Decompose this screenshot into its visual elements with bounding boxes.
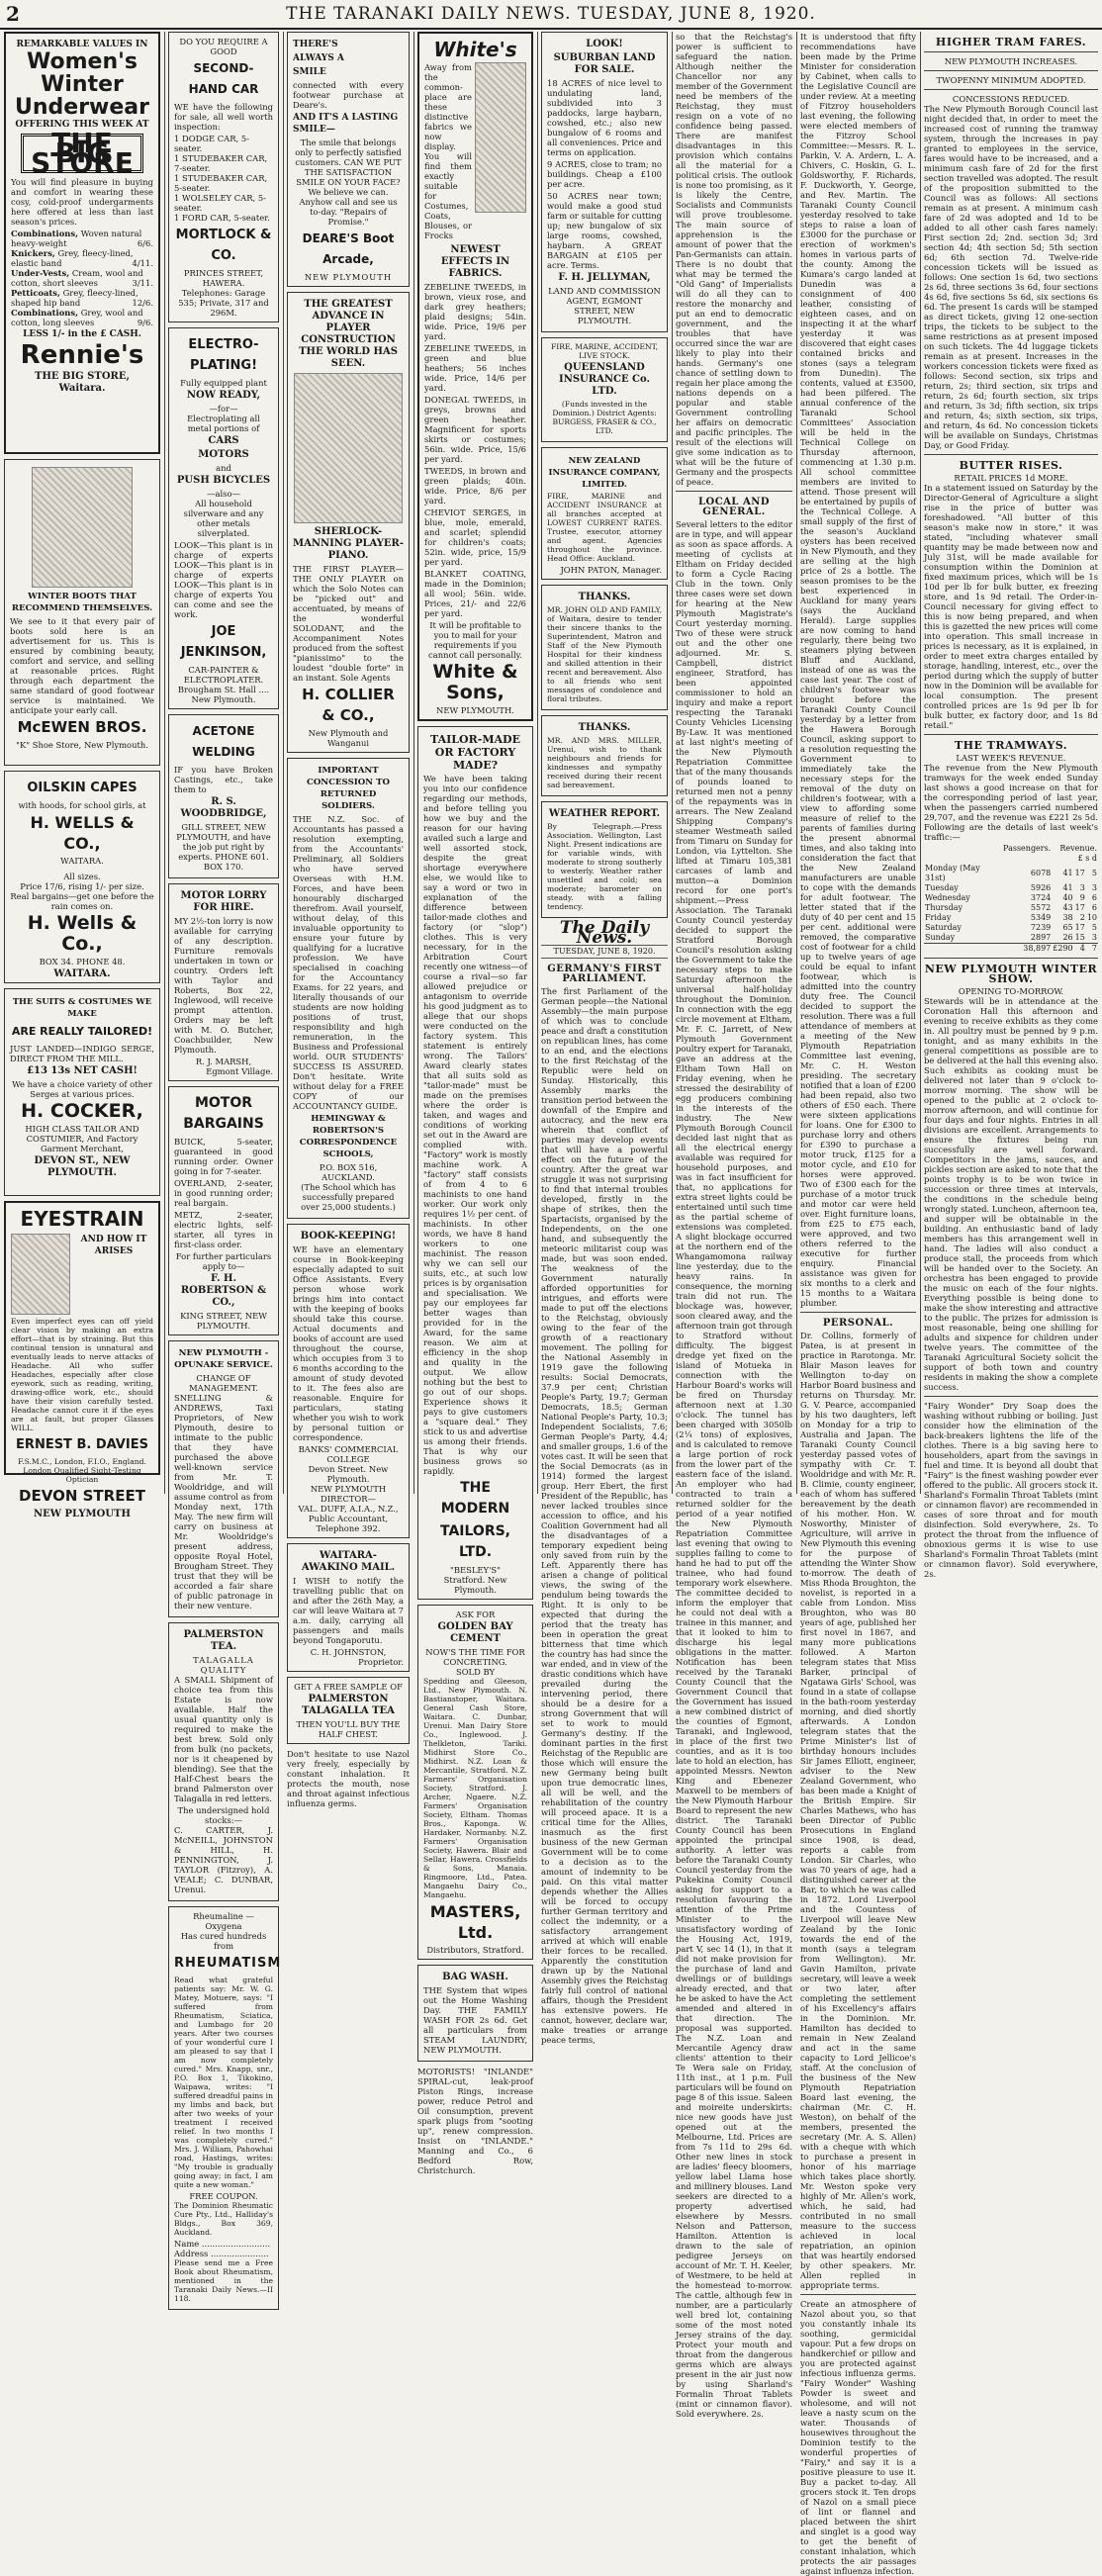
fabric-item: CHEVIOT SERGES, in blue, mole, emerald, and scarlet; splendid for children's coats; 52in. wide, price, 15/9 per yard. [424,507,526,567]
advertiser-quals: F.S.M.C., London, F.I.O., England. London Qualified Sight-Testing Optician [18,1457,146,1484]
ad-body: THE N.Z. Soc. of Accountants has passed a resolution exempting, from the Accountants' Preliminary, all Soldiers who have served Overseas with H.M. Forces, and have been honourably discharged therefrom. Avail yourself, without delay, of this invaluable opportunity to ensure your future by qualifying for a lucrative profession. We have specialised in coaching for the Accountancy Exams. for 22 years, and literally thousands of our students are now holding positions of trust, responsibility and high remuneration, in the Business and Professional world. OUR STUDENTS' SUCCESS IS ASSURED. Don't hesitate. Write without delay for a FREE COPY of our ACCOUNTANCY GUIDE. [293,814,404,1111]
advertiser-address: KING STREET, NEW PLYMOUTH. [180,1311,267,1331]
article-headline: GERMANY'S FIRST PARLIAMENT. [547,964,662,984]
article-body: Stewards will be in attendance at the Coronation Hall this afternoon and evening to receive exhibits as they come in. All poultry must be penned by 9 p.m. tonight, and as many exhibits in the general competitions as possible are to be delivered at the hall this evening also. Such exhibits as cooking must be delivered not later than 9 o'clock to-morrow morning. The show will be opened to the public at 2 o'clock to-morrow afternoon, and will continue for four days and four nights. Entries in all divisions are excellent. Arrangements to ensure the fixtures being run successfully are well forward. Competitors in the jams, sauces, and pickles section are asked to note that the points trophy is to be won twice in succession or three times at intervals, the conditions in the schedule being wrongly stated. Luncheon, afternoon tea, and supper will be obtainable in the building. An enthusiastic band of lady members has this arrangement well in hand. The ladies will also conduct a produce stall, the proceeds from which will be handed over to the Society. An orchestra has been engaged to provide the music on each of the four nights. Everything possible is being done to make the show interesting and attractive to the public. The prizes for admission is most reasonable, being one shilling for adults and sixpence for children under twelve years. The committee of the Taranaki Agricultural Society solicit the support of both town and country residents in making the show a complete success. [924,996,1098,1392]
ad-headline: NEWEST EFFECTS IN FABRICS. [440,244,510,279]
ad-price: £13 13s NET CASH! [27,1065,138,1076]
ad-headline: ACETONE WELDING [192,724,255,759]
price-item: Under-Vests, Cream, wool and cotton, short sleeves 3/11. [11,268,153,288]
advertiser-name: ERNEST B. DAVIES [16,1437,148,1452]
ad-intro: DO YOU REQUIRE A GOOD [179,37,268,56]
advertiser-name: NEW ZEALAND INSURANCE COMPANY, LIMITED. [548,455,661,489]
davies-optician-ad [4,1201,160,1519]
ad-headline: WAITARA-AWAKINO MAIL. [301,1550,396,1573]
ad-body: SNELLING & ANDREWS, Taxi Proprietors, of New Plymouth, desire to intimate to the public that they have purchased the above well-known service from Mr. T. Wooldridge, and will assume control as from Monday next, 17th May. The new firm will carry on business at Mr. Wooldridge's present address, opposite Royal Hotel, Brougham Street. They trust that they will be accorded a fair share of public patronage in their new venture. [174,1393,273,1610]
ad-body: WE have an elementary course in Book-keeping especially adapted to suit Office Assistants. Every person whose work brings him into contact with the keeping of books should take this course. Actual documents and books of account are used throughout the course, which occupies from 3 to 6 months according to the amount of study devoted to it. The fees also are reasonable. Enquire for particulars, stating whether you wish to work by personal tuition or correspondence. [293,1244,404,1442]
advertiser-name: BANKS' COMMERCIAL COLLEGE [298,1444,399,1464]
ad-headline: IMPORTANT CONCESSION TO RETURNED SOLDIERS. [306,766,391,811]
ad-headline: AND IT'S A LASTING SMILE— [293,113,399,135]
advertiser-role: Proprietor. [358,1657,404,1667]
ad-body: We have been taking you into our confidence regarding our methods, and before telling you how we buy and the reason for our having availed such a large and well assorted stock, despite the great shortage everywhere else, we would like to say a word or two in explanation of the difference between tailor-made clothes and factory (or "slop") clothes. This is very necessary, for in the Arbitration Court recently one witness—of course a rival—so far allowed prejudice or antagonism to override his good judgment as to allege that our shops were conducted on the factory system. This statement is entirely wrong. The Tailors' Award clearly states that all suits sold as "tailor-made" must be made on the premises where the order is taken, and wages and conditions of working set out in the Award are complied with. "Factory" work is mostly machine work. A "factory" staff consists of from 4 to 6 machinists to one hand worker. Our work only requires 1½ per cent. of machinists. In other words, we have 8 hand workers to one machinist. The reason why we can sell our suits, etc., at such low prices is by organisation and specialisation. We pay our employees far better wages than provided for in the Award, for the same reason. We aim at efficiency in the shop and quality in the output. We allow nothing but the best to go out of our shops. Experience shows it pays to give customers a "square deal." They stick to us and advertise us among their friends. That is why our business grows so rapidly. [423,774,527,1476]
land-item: 50 ACRES near town; would make a good stud farm or suitable for cutting up; new bungalow of six large rooms, cowshed, haybarn. A GREAT BARGAIN at £105 per acre. Terms. [547,191,662,270]
table-row: Saturday 7239 65 17 5 [925,923,1097,932]
article-body: In a statement issued on Saturday by the Director-General of Agriculture a slight rise in the price of butter was foreshadowed. "All butter of this season's make now in store," it was stated, "including whatever small quantity may be made between now and July 31st, will be made available for consumption within the Dominion at fixed maximum prices, which will be 1s 10d per lb for bulk butter, ex freezing store, and 1s 9d retail. The Order-in-Council necessary for giving effect to this is now being prepared, and when this is gazetted the new prices will come into operation. This small increase in prices is necessary, as it is explained, in order to meet extra charges entailed by storage, handling, interest, etc., over the period during which the supply of butter now in the Dominion will be available for local consumption. The present controlled prices are 1s 9d per lb for bulk butter, ex factory door, and 1s 8d retail." [924,483,1098,730]
ad-body: connected with every footwear purchase at Deare's. [293,80,404,110]
column-header: Passengers. [1003,844,1052,853]
advertiser-name: H. Wells & Co., [27,912,138,955]
ad-line: Public Accountant, Telephone 392. [308,1514,389,1533]
ad-offering: OFFERING THIS WEEK AT [15,120,149,130]
lorry-hire-ad [168,883,279,1081]
news-body: Create an atmosphere of Nazol about you, so that you constantly inhale its soothing, germicidal vapour. Put a few drops on handkerchief or pillow and you are protected against infectious influenza germs. "Fairy Wonder" Washing Powder is sweet and wholesome, and will not leave a nasty scum on the water. Thousands of housewives throughout the Dominion testify to the wonderful properties of "Fairy," and say it is a positive pleasure to use it. Buy a packet to-day. All grocers stock it. Ten drops of Nazol on a small piece of lint or flannel and placed between the shirt and singlet is a good way to get the benefit of constant inhalation, which protects the air passages against influenza infection. [800,2299,916,2576]
section-headline: LOCAL AND GENERAL. [697,497,771,517]
article-subhead: OPENING TO-MORROW. [958,986,1064,996]
ad-headline: ALWAYS A [293,53,344,63]
ad-sub: NOW'S THE TIME FOR CONCRETING. [425,1647,525,1667]
advertiser-name: DEARE'S Boot Arcade, [302,231,395,266]
advertiser-town: NEW PLYMOUTH. [436,705,514,715]
advertiser-address: Devon Street. New Plymouth. [308,1464,389,1484]
advertiser-name: F. H. ROBERTSON & CO., [180,1273,267,1308]
golden-bay-cement-ad [417,1605,533,1960]
column-rule [413,32,414,1494]
ad-body: THE System that wipes out the Home Washing Day. THE FAMILY WASH FOR 2s 6d. Get all particulars from STEAM LAUNDRY, NEW PLYMOUTH. [423,1985,527,2055]
article-headline: NEW PLYMOUTH WINTER SHOW. [924,963,1098,985]
ad-intro: Rheumaline — Oxygena [193,1911,254,1931]
ad-headline: RHEUMATISM [174,1956,282,1971]
ad-line: PALMERSTON TALAGALLA TEA [302,1694,395,1716]
article-headline: BUTTER RISES. [959,459,1063,472]
ad-body: You will find pleasure in buying and comfort in wearing these cosy, cold-proof undergarments here offered at less than last season's prices. [11,177,153,227]
advertiser-role: Distributors, Stratford. [426,1945,524,1955]
collier-piano-ad [287,292,410,753]
notice-body: By Telegraph.—Press Association. Wellington, Last Night. Present indications are for variable winds, with moderate to strong southerly to westerly. Weather rather unsettled and cold; sea moderate; barometer on steady. with a falling tendency. [547,822,662,911]
advertiser-name: THE MODERN [440,1480,510,1517]
column-rule [283,32,284,1494]
bookkeeping-ad [287,1224,410,1538]
ad-line: NEW PLYMOUTH DIRECTOR— [310,1484,387,1504]
article-subhead: TWOPENNY MINIMUM ADOPTED. [936,75,1086,85]
advertiser-name: McEWEN BROS. [17,718,147,736]
table-row: Friday 5349 38 2 10 [925,913,1097,922]
column-rule [796,32,797,1494]
advertiser-name: "BESLEY'S" [450,1565,501,1575]
article-body: The New Plymouth Borough Council last night decided that, in order to meet the increased cost of running the tramway system, through the increases in pay granted to employees in the service, fares would have to be increased, and a minimum cash fare of 2d for the first section travelled was adopted. The result of the proposition submitted to the Council was as follows: All sections remain as at present. A minimum cash fare of 2d was adopted and 1d to be added to all other cash fares namely: First section 2d; 2nd. section 3d; 3rd section 4d; 4th section 5d; 5th section 6d; 6th section 7d. Twelve-ride concession tickets will be issued as follows: One section 1s 6d, two sections 2s 6d, three sections 3s 6d, four sections 4s 6d, five sections 5s 6d, six sections 6s 6d. The present 1s cards will be stamped as direct tickets, giving 12 one-section trips, the tickets to be subject to the same restrictions as at present imposed on such tickets. The 4d luggage tickets remain as at present. Increases in the workers concession tickets were fixed as follows: Second section, six trips and return, 2s; third section, six trips and return, 2s 6d; fourth section, six trips and return, 3s 3d; fifth section, six trips and return, 4s; sixth section, six trips, and return, 4s 6d. No concession tickets will be available on Sundays, Christmas Day, or Good Friday. [924,104,1098,450]
coupon-address: The Dominion Rheumatic Cure Pty., Ltd., Halliday's Bldgs., Box 369, Auckland. [174,2201,273,2237]
advertiser-name: White & Sons, [432,661,518,703]
price-item: Knickers, Grey, fleecy-lined, elastic band 4/11. [11,248,153,268]
ad-sub: AND HOW IT ARISES [80,1235,147,1256]
column-8 [924,32,1098,1579]
big-store-logo: THE BIG STORE [21,134,143,173]
advertiser-trade: LAND AND COMMISSION AGENT, EGMONT STREET, NEW PLYMOUTH. [548,286,661,325]
ad-line: —for— [209,404,238,414]
big-store-ad [4,32,160,454]
column-rule [920,32,921,1494]
ad-item: CARS [208,435,239,446]
ad-headline: MOTOR LORRY FOR HIRE. [180,890,267,913]
woman-illustration [475,62,526,213]
notice-headline: WEATHER REPORT. [548,808,661,819]
column-rule [672,32,673,1494]
piano-illustration [294,373,403,523]
jenkinson-plating-ad [168,327,279,709]
advertiser-address: Stratford. New Plymouth. [443,1575,507,1595]
column-1 [4,32,160,1519]
ad-line: —also— [207,489,240,499]
advertiser-name: QUEENSLAND INSURANCE Co. LTD. [559,362,650,397]
car-item: 1 DODGE CAR, 5-seater. [174,134,249,153]
ad-headline: LOOK! [586,39,623,49]
brand-logo: White's [433,38,517,61]
tea-sample-ad [287,1677,410,1744]
ad-note: (The School which has successfully prepared over 25,000 students.) [301,1182,396,1212]
nz-insurance-ad [541,447,668,580]
bargain-item: OVERLAND, 2-seater, in good running order; real bargain. [174,1178,273,1208]
ad-body: WE have the following for sale, all well worth inspection: [174,102,273,132]
ad-headline: OILSKIN CAPES [27,781,138,795]
ad-headline: EYESTRAIN [20,1207,144,1231]
ad-intro: ASK FOR [455,1610,496,1619]
notice-body: MR. JOHN OLD AND FAMILY, of Waitara, desire to tender their sincere thanks to the Superintendent, Matron and Staff of the New Plymouth Hospital for their kindness and skilled attention in their recent and bereavement. Also to all friends who sent messages of condolence and floral tributes. [547,605,662,703]
advertiser-trade: HIGH CLASS TAILOR AND COSTUMIER, And Factory Garment Merchant, [25,1124,139,1153]
advertiser-address: GILL STREET, NEW PLYMOUTH, and have the job put right by experts. PHONE 601. BOX 170. [176,822,271,872]
ad-body: THE FIRST PLAYER—THE ONLY PLAYER on which the Solo Notes can be "picked out" and accentuated, by means of the wonderful SOLODANT, and the Accompaniment Notes produced from the softest "pianissimo" to the loudest "double forte" in an instant. Sole Agents [293,564,404,683]
besleys-tailors-ad [417,726,533,1600]
advertiser-name: MORTLOCK & CO. [175,228,272,263]
notice-headline: THANKS. [578,722,631,733]
editorial-masthead: The Daily News. [559,918,650,948]
agents-list: Spedding and Gleeson, Ltd., New Plymouth. N. Bastianstoper, Waitara. General Cash Store, Waitara. C. Dunbar, Urenui. Man Dairy Store Co., Inglewood. J. Thelkleton, Tariki. Midhirst Store Co., Midhirst. N.Z. Loan & Mercantile, Stratford. N.Z. Farmers' Organisation Society, Stratford. J. Archer, Ngaere. N.Z. Farmers' Organisation Society, Eltham. Thomas Bros., Kaponga. W. Hardaker, Normanby. N.Z. Farmers' Organisation Society, Hawera. Blair and Sellar, Hawera. Crossfields & Sons, Manaia. Ringmoore, Ltd., Patea. Mangaehu Dairy Co., Mangaehu. [423,1677,527,1899]
ad-headline: ELECTRO-PLATING! [188,337,259,373]
ad-line: All household silverware and any other metals silverplated. [183,499,264,538]
motor-bargains-ad [168,1086,279,1335]
price-item: Combinations, Grey, wool and cotton, long sleeves 9/6. [11,308,153,327]
ad-body: A SMALL Shipment of choice tea from this Estate is now available. Half the usual quantity only is required to make the best brew. Sold only from bulk (no packets, nor is it cheapened by blending). See that the Half-Chest bears the brand Palmerston over Talagalla in red letters. [174,1675,273,1803]
ad-line: Fully equipped plant [180,378,267,388]
fabric-item: BLANKET COATING, made in the Dominion; all wool; 56in. wide. Prices, 21/- and 22/6 per yard. [424,569,526,618]
stockists: C. CARTER, J. McNEILL, JOHNSTON & HILL, H. PENNINGTON, J. TAYLOR (Fitzroy), A. VEALE; C. DUNBAR, Urenui. [174,1825,273,1894]
advertiser-name: C. H. JOHNSTON, [310,1647,387,1657]
hemingway-schools-ad [287,758,410,1219]
rheumatism-ad [168,1906,282,2310]
coupon-name-field: Name .......................... [174,2239,271,2249]
advertiser-town: WAITARA. [53,968,111,979]
ad-sub: SOLD BY [455,1667,496,1677]
ad-line: VAL. DUFF, A.I.A., N.Z., [298,1504,399,1514]
thanks-notice [541,715,668,796]
eye-illustration [11,1234,70,1315]
land-item: 18 ACRES of nice level to undulating land, subdivided into 3 paddocks, large haybarn, cowshed, etc.; also new bungalow of 6 rooms and all conveniences. Price and terms on application. [547,78,662,157]
boot-illustration [32,467,133,588]
ad-body: LOOK—This plant is in charge of experts LOOK—This plant is in charge of experts LOOK—This plant is in charge of experts You can come and see the work. [174,540,273,619]
ad-line: NOW READY, [186,390,261,401]
weather-report [541,801,668,918]
column-header: Revenue. [1059,844,1097,853]
ad-headline: THE SUITS & COSTUMES WE MAKE [12,996,152,1018]
article-body: "Fairy Wonder" Dry Soap does the washing without rubbing or boiling. Just consider how the elimination of the back-breakers lightens the life of the clothes. There is a big saving here to householders, apart from the savings in fuel and time. It is beyond all doubt that "Fairy" is the finest washing powder ever offered to the public. All grocers stock it. Sharland's Formalin Throat Tablets (mint or cinnamon flavor) are recommended in cases of sore throat and for mouth disinfection. Sold everywhere, 2s. To protect the throat from the influence of obnoxious germs it is wise to use Sharland's Formalin Throat Tablets (mint or cinnamon flavor). Sold everywhere, 2s. [924,1401,1098,1579]
ad-body: Away from the common-place are these distinctive fabrics we now display. You will find them exactly suitable for Costumes, Coats, Blouses, or Frocks [424,62,472,240]
masthead [0,0,1102,30]
land-item: 9 ACRES, close to tram; no buildings. Cheap a £100 per acre. [547,159,662,189]
price-item: Petticoats, Grey, fleecy-lined, shaped hip band 12/6. [11,288,153,308]
column-3 [287,32,410,1808]
ad-body: JUST LANDED—INDIGO SERGE, DIRECT FROM THE MILL. [10,1044,154,1063]
ad-prices: Price 17/6, rising 1/- per size. Real bargains—get one before the rain comes on. [10,881,154,911]
ad-headline: Underwear [15,95,149,120]
ad-line: GET A FREE SAMPLE OF [294,1682,403,1692]
article-body: so that the Reichstag's power is sufficient to safeguard the nation. Although neither the Chancellor nor any member of the Government need be members of the Reichstag, they must resign on a vote of no confidence being passed. There are manifest disadvantages in this provision which contains all the material for a political crisis. The outlook is none too promising, as it is likely the Centre, Socialists and Communists will prove troublesome. The main source of apprehension is the amount of power that the Pan-Germanists can attain. There is no doubt that what may be termed the "Old Gang" of Imperialists will do all they can to restore the monarchy and put an end to democratic government, and the troubles that have occurred since the war are likely to play into their hands. Germany's one chance of settling down to regain her place among the nations depends on a popular and stable Government controlling her affairs on democratic and pacific principles. The result of the elections will give some indication as to what will be the future of Germany and the prospects of peace. [676,32,792,487]
advertiser-manager: JOHN PATON, Manager. [560,565,662,575]
discount-note: LESS 1/- in the £ CASH. [23,329,141,339]
article-subhead: CONCESSIONS REDUCED. [952,94,1070,104]
article-subhead: NEW PLYMOUTH INCREASES. [944,56,1078,66]
advertiser-address: DEVON STREET [19,1487,145,1505]
ad-sub: CHANGE OF MANAGEMENT. [189,1373,258,1393]
table-row: Tuesday 5926 41 3 3 [925,883,1097,892]
ad-line: The undersigned hold stocks:— [177,1805,270,1825]
ad-headline: SECOND-HAND CAR [188,61,259,96]
ad-headline: THE GREATEST ADVANCE IN PLAYER CONSTRUCTION THE WORLD HAS SEEN. [299,299,398,369]
ad-item: MOTORS [198,449,249,460]
ad-headline: WINTER BOOTS THAT RECOMMEND THEMSELVES. [11,592,153,613]
column-6 [676,32,792,2419]
news-body: Dr. Collins, formerly of Patea, is at present in practice in Rarotonga. Mr. Blair Mason leaves for Wellington to-day on Harbor Board business and returns on Thursday. Mr. G. V. Pearce, accompanied by his two daughters, left on Monday for a trip to Australia and Japan. The Taranaki County Council yesterday passed votes of sympathy with Cr. T. Wooldridge and with Mr. R. B. Climie, county engineer, each of whom has suffered bereavement by the death of his mother. Hon. W. Nosworthy, Minister of Agriculture, will arrive in New Plymouth this evening for the purpose of attending the Winter Show to-morrow. The death of Miss Rhoda Broughton, the novelist, is reported in a cable from London. Miss Broughton, who was 80 years of age, published her first novel in 1867, and many more publications followed. A Marton telegram states that Miss Barker, principal of Ngatawa Girls' School, was found in a state of collapse in the bath-room yesterday morning, and died shortly afterwards. A London telegram states that the Prime Minister's list of birthday honours includes Sir James Elliott, engineer, adviser to the New Zealand Government, who has been made a Knight of the British Empire. Sir Charles Mathews, who has been Director of Public Prosecutions in England since 1908, is dead, reports a cable from London. Sir Charles, who was 70 years of age, had a distinguished career at the Bar, to which he was called in 1872. Lord Liverpool and the Countess of Liverpool will leave New Zealand by the Ionic towards the end of the month (says a telegram from Wellington). Mr. Gavin Hamilton, private secretary, will leave a week or two later, after completing the settlement of his Excellency's affairs in the Dominion. Mr. Hamilton has decided to remain in New Zealand and act in the same capacity to Lord Jellicoe's staff. At the conclusion of the business of the New Plymouth Repatriation Board last evening, the chairman (Mr. C. H. Weston), on behalf of the members, presented the secretary (Mr. A. S. Allen) with a cheque with which to purchase a present in honor of his marriage which takes place shortly. Mr. Weston spoke very highly of Mr. Allen's work, which, he said, had contributed in no small measure to the success achieved in local repatriation, an opinion that was heartily endorsed by other speakers. Mr. Allen replied in appropriate terms. [800,1331,916,2290]
advertiser-trade: CAR-PAINTER & ELECTROPLATER. [183,665,264,685]
advertiser-address: P.O. BOX 516, AUCKLAND. [319,1162,378,1182]
ad-sub: TALAGALLA QUALITY [193,1655,254,1675]
ad-line: For further particulars apply to— [175,1251,272,1271]
ad-line: THEN YOU'LL BUY THE HALF CHEST. [296,1719,401,1739]
table-total-row: 38,897 £290 4 7 [924,944,1098,955]
article-subhead: LAST WEEK'S REVENUE. [956,753,1066,763]
advertiser-name: HEMINGWAY & ROBERTSON'S CORRESPONDENCE SCHOOLS, [299,1114,398,1159]
coupon-title: FREE COUPON. [189,2191,258,2201]
column-4 [417,32,533,2175]
advertiser-town: WAITARA. [60,856,104,866]
article-headline: HIGHER TRAM FARES. [935,36,1087,48]
ad-headline: SMILE [293,67,326,77]
advertiser-name: JOE JENKINSON, [180,624,267,660]
queensland-insurance-ad [541,337,668,442]
news-body: It is understood that fifty recommendations have been made by the Prime Minister for consideration by Cabinet, when calls to the Legislative Council are under review. At a meeting of Fitzroy householders last evening, the following were elected members of the Fitzroy School Committee:—Messrs. R. L. Parkin, V. A. Ardern, L. A. Chivers, C. Hoskin, G. L. Goldsworthy, F. Richards, F. Duckworth, Y. George, and Rev. Martin. The Taranaki County Council yesterday resolved to take steps to raise a loan of £3000 for the purchase or erection of workmen's homes in various parts of the county. Among the Kumara's cargo landed at Dunedin was a consignment of 400 leather, consisting of eighteen cases, and on inspecting it at the wharf yesterday it was discovered that eight cases contained bricks and stones (says a telegram from Dunedin). The contents, valued at £3500, had been pilfered. The annual conference of the Taranaki School Committees' Association will be held in the Technical College on Thursday afternoon, commencing at 1.30 p.m. All school committee members are invited to attend. Those present will be entertained by pupils of the Technical College. A small supply of the first of the season's Auckland oysters has been received in New Plymouth, and they are selling at the high price of 2s a bottle. The season promises to be the best experienced in Auckland for many years (says the Auckland Herald). Large supplies are now coming to hand regularly, there being two steamers plying between Bluff and Auckland, instead of one as was the case last year. The cost of children's footwear was brought before the Taranaki County Council yesterday by a letter from the Hawera Borough Council, asking support to a resolution requesting the Government to immediately take the necessary steps for the removal of the duty on children's footwear, with a view to affording some measure of relief to the parents of families during the present abnormal times, and also taking into consideration the fact that the New Zealand manufacturers are unable to cope with the demands for adult footwear. The letter stated that if the duty of 40 per cent and 15 per cent. additional were removed, the comparative cost of footwear for a child up to twelve years of age could be equal to infant footwear, which is admitted into the country duty free. The Council decided to support the resolution. There was a full attendance of members at a meeting of the New Plymouth Repatriation Committee last evening, Mr. C. H. Weston presiding. The secretary notified that a loan of £200 had been repaid, also two others of £50 each. There were sixteen applications for loans. One for £300 to purchase lorry and others for £390 to purchase a motor truck, £125 for a motor cycle, and £10 for horses were approved. Two of £300 each for the purchase of a motor truck and motor car were held over. Eight furniture loans, from £25 to £75 each, were approved, and two others referred to the executive for further enquiry. Financial assistance was given for six months to a clerk and 15 months to a Waitara plumber. [800,32,916,1308]
table-header [924,854,1098,864]
thanks-notice [541,585,668,710]
column-rule [537,32,538,1494]
ad-headline: ARE REALLY TAILORED! [11,1025,153,1038]
table-header [924,844,1098,854]
column-2 [168,32,282,2303]
column-rule [164,32,165,1494]
table-row: Sunday 2897 26 15 3 [925,933,1097,942]
ad-sub: with hoods, for school girls, at [18,800,146,810]
bag-wash-ad [417,1965,533,2062]
ad-headline: TAILOR-MADE OR FACTORY MADE? [430,733,520,772]
page-number: 2 [6,2,20,26]
ad-body: We see to it that every pair of boots sold here is an advertisement for us. This is ensured by combining beauty, comfort and service, and selling at reasonable prices. Right through each department the same standard of good footwear service is maintained. We anticipate your early call. [10,616,154,715]
article-subhead: RETAIL PRICES 1d MORE. [954,473,1068,483]
table-row: Wednesday 3724 40 9 6 [925,893,1097,902]
advertiser-name: H. WELLS & CO., [30,813,135,853]
car-item: 1 STUDEBAKER CAR, 7-seater. [174,153,268,173]
ad-headline: MOTOR BARGAINS [183,1095,264,1132]
advertiser-address: Brougham St. Hall .... New Plymouth. [177,685,270,704]
fabric-item: ZEBELINE TWEEDS, in brown, vieux rose, and dark grey heathers; plaid designs; 54in. wide. Price, 19/6 per yard. [424,282,526,341]
advertiser-address: "K" Shoe Store, New Plymouth. [16,740,148,750]
advertiser-name: H. COLLIER & CO., [302,686,395,724]
ad-note: (Funds invested in the Dominion.) District Agents: BURGESS, FRASER & CO., LTD. [552,400,657,435]
ad-body: It will be profitable to you to mail for your requirements if you cannot call personally. [428,620,522,660]
ad-line: Electroplating all metal portions of [187,414,260,433]
section-headline: PERSONAL. [822,1318,894,1329]
car-item: 1 WOLSELEY CAR, 5-seater. [174,193,266,213]
woodbridge-welding-ad [168,714,279,878]
article-headline: THE TRAMWAYS. [954,739,1068,752]
deare-boot-ad [287,32,410,287]
column-header: £ s d [1077,854,1097,863]
price-item: Combinations, Woven natural heavy-weight 6/6. [11,229,153,248]
article-body: The first Parliament of the German people—the National Assembly—the main purpose of which was to conclude peace and draft a constitution on republican lines, has come to an end, and the elections to the first Reichstag of the Republic were held on Sunday. Historically, this Assembly marks the transition period between the downfall of the Empire and autocracy, and the new era wherein that conflict of parties may develop events that will have a powerful effect on the future of the country. After the great war struggle it was not surprising to find that internal troubles developed, firstly in the shape of strikes, then the Spartacists, organised by the Independents, on the one hand, and subsequently the meteoric militarist coup was made, but was soon ended. The weakness of the Government naturally afforded opportunities for intrigues, and efforts were made to put off the elections to the Reichstag, obviously owing to the fear of the growth of a reactionary movement. The polling for the National Assembly in 1919 gave the following results: Social Democrats, 37.9 per cent; Christian People's Party, 19.7; German Democrats, 18.5; German National People's Party, 10.3; Independent Socialists, 7.6; German People's Party, 4.4; and smaller groups, 1.6 of the votes cast. It will be seen that the Social Democrats (as in 1914) formed the largest group. Herr Ebert, the first President of the Republic, has never lacked troubles since accession to office, and his Coalition Government had all the disadvantages of a temporary expedient being only saved from ruin by the Left. Apparently there has arisen a change of political views, the swing of the pendulum being towards the Right. It is only to be expected that during the period that the treaty has been in operation the great bitterness that time which the country has had since the war ended, and in view of the drastic conditions which have prevailed during the intervening period, there should be a desire for a strong Government that will set to work to mould Germany's destiny. If the dominant parties in the first Reichstag of the Republic are those which will ensure the new Germany being built upon true democratic lines, all will be well, and the rehabilitation of the country will proceed apace. It is a critical time for the Allies, inasmuch as the first business of the new German Government will be to come to a decision as to the amount of indemnity to be paid. On this vital matter depends whether the Allies will be forced to occupy further German territory and collect the indemnity, or a satisfactory arrangement arrived at which will enable their forces to be recalled. Apparently the constitution drawn up by the National Assembly gives the Reichstag fairly full control of national affairs, though the President has extensive powers. He cannot, however, declare war, make treaties or arrange peace terms, [541,986,668,2045]
column-7 [800,32,916,2576]
inlande-note: MOTORISTS! "INLANDE" SPIRAL-cut, leak-proof Piston Rings, increase power, reduce Petrol and Oil consumption, prevent spark plugs from "sooting up", renew compression. Insist on "INLANDE." Manning and Co., 6 Bedford Row, Christchurch. [417,2067,533,2175]
brand-name: Rennie's [20,340,144,370]
fabric-item: ZEBELINE TWEEDS, in green and blue heathers; 56 inches wide. Price, 14/6 per yard. [424,343,526,393]
advertiser-name: TAILORS, LTD. [439,1523,510,1560]
ad-intro: REMARKABLE VALUES IN [16,40,148,49]
newspaper-title: THE TARANAKI DAILY NEWS. TUESDAY, JUNE 8, 1920. [286,4,816,24]
ad-body: We have a choice variety of other Serges at various prices. [12,1079,152,1099]
advertiser-address: Egmont Village. [206,1066,273,1076]
ad-intro: Has cured hundreds from [180,1931,267,1951]
fabric-item: TWEEDS, in brown and green plaids; 40in. wide. Price, 8/6 per yard. [424,466,526,506]
ad-body: I WISH to notify the travelling public that on and after the 26th May, a car will leave Waitara at 7 a.m. daily, carrying all passengers and mails beyond Tongaporutu. [293,1576,404,1645]
car-item: 1 FORD CAR, 5-seater. [174,213,270,223]
palmerston-tea-ad [168,1622,279,1901]
article-body: The revenue from the New Plymouth tramways for the week ended Sunday last shows a good increase on that for the corresponding period of last year, when the passengers carried numbered 29,707, and the revenue was £221 2s 5d. Following are the details of last week's traffic:— [924,763,1098,842]
table-row: Thursday 5572 43 17 6 [925,903,1097,912]
ad-headline: Winter [41,72,124,97]
ad-item: PUSH BICYCLES [176,475,271,486]
ad-headline: GOLDEN BAY CEMENT [437,1621,513,1644]
ad-headline: SUBURBAN LAND FOR SALE. [553,52,656,75]
wells-oilskin-ad [4,771,160,983]
jellyman-land-ad [541,32,668,332]
ad-headline: Women's [27,49,138,74]
price-list [11,229,153,327]
fabric-item: DONEGAL TWEEDS, in greys, browns and green heather. Magnificent for sports skirts or costumes; 56in. wide. Price, 15/6 per yard. [424,395,526,464]
ad-headline: BOOK-KEEPING! [300,1231,397,1242]
bargain-item: METZ, 2-seater, electric lights, self-starter, all tyres in first-class order. [174,1210,273,1249]
advertiser-name: H. COCKER, [21,1100,143,1122]
notice-headline: THANKS. [578,592,631,602]
coupon-footer: Please send me a Free Book about Rheumatism, mentioned in the Taranaki Daily News.—II 118. [174,2258,273,2303]
ad-headline: BAG WASH. [442,1972,508,1982]
advertiser-name: R. J. MARSH, [195,1057,252,1066]
whites-fabrics-ad [417,32,533,721]
advertiser-phone: Telephones: Garage 535; Private, 317 and 296M. [178,288,269,318]
advertiser-name: MASTERS, Ltd. [429,1902,521,1942]
store-location: THE BIG STORE, Waitara. [35,371,130,394]
notice-body: MR. AND MRS. MILLER, Urenui, wish to thank neighbours and friends for kindnesses and sympathy received during their recent sad bereavement. [547,736,662,789]
product-name: SHERLOCK-MANNING PLAYER-PIANO. [293,526,404,561]
coupon-address-field: Address ...................... [174,2249,269,2258]
opunake-service-ad [168,1340,279,1617]
revenue-table [924,844,1098,954]
mortlock-car-ad [168,32,279,322]
advertiser-address: PRINCES STREET, HAWERA. [183,268,264,288]
column-5 [541,32,668,2045]
advertiser-contact: BOX 34. PHONE 48. [39,957,126,966]
ad-headline: PALMERSTON TEA. [183,1629,264,1652]
ad-body: FIRE, MARINE and ACCIDENT INSURANCE at all branches accepted at LOWEST CURRENT RATES. Trustee, executor, attorney and agent. Agencies throughout the province. Head Office: Auckland. [547,492,662,563]
news-body: Several letters to the editor are in type, and will appear as soon as space affords. A meeting of cyclists at Eltham on Friday decided to form a Cycle Racing Club in the town. Only three cases were set down for hearing at the New Plymouth Magistrate's Court yesterday morning. Two of these were struck out and the other one adjourned. Mr. S. Campbell, district engineer, Stratford, has been appointed commissioner to hold an inquiry and make a report respecting the Taranaki County Vehicles Licensing By-Law. It was mentioned at last night's meeting of the New Plymouth Repatriation Committee that of the many thousands of pounds loaned to returned men not a penny of the repayments was in arrears. The New Zealand Shipping Company's steamer Westmeath sailed from Timaru on Sunday for London, via Lyttelton. She lifted at Timaru 105,381 carcases of lamb and mutton—a Dominion record for one port's shipment.—Press Association. The Taranaki County Council yesterday decided to support the Stratford Borough Council's resolution asking the Government to take the necessary steps to make Saturday afternoon the universal half-holiday throughout the Dominion. In connection with the egg circle movement at Eltham, Mr. F. C. Jarrett, of New Plymouth Government poultry expert for Taranaki, gave an address at the Eltham Town Hall on Friday evening, when he stressed the desirability of egg producers combining in the interests of the industry. The New Plymouth Borough Council decided last night that as all the electrical energy available was required for household purposes, and was in fact insufficient for that, no applications for extra street lights could be entertained until such time as the partial scheme of extensions was completed. A slight blockage occurred at the northern end of the Whangamomona railway line yesterday, due to the heavy rains. In consequence, the morning train did not run. The blockage was, however, soon cleared away, and the afternoon train got through to Stratford without difficulty. The biggest dredge yet fixed on the island of Motueka in connection with the Harbour Board's works will be fired on Thursday afternoon next at 1.30 o'clock. The tunnel has been charged with 3050lb (2¼ tons) of explosives, and is calculated to remove a large portion of rock from the lower part of the eastern face of the island. An employer who had contracted to train a returned soldier for the period of a year notified the New Plymouth Repatriation Committee last evening that owing to supplies failing to come to hand he had to put off the trainee, who had found temporary work elsewhere. The committee decided to inform the employer that he could not deal with a trainee in this manner, and that it looked to him to discharge his legal obligations in the matter. Notification has been received by the Taranaki County Council that the Government Council that the Government has issued a new combined district of the counties of Egmont, Taranaki, and Inglewood, in place of the first two counties, and as it is too late to hold an election, has appointed Messrs. Newton King and Ebenezer Maxwell to be members of the New Plymouth Harbour Board to represent the new district. The Taranaki County Council has been appointed the principal authority. A letter was before the Taranaki County Council yesterday from the Pukekina Comity Council asking for support to a resolution favouring the attention of the Prime Minister to the unsatisfactory wording of the Housing Act, 1919, part V, sec 14 (1), in that it did not make provision for the purchase of land and dwellings or of buildings already erected, and that he be asked to have the Act amended and altered in that direction. The proposal was supported. The N.Z. Loan and Mercantile Agency draw clients' attention to their Te Wera sale on Friday, 11th inst., at 1 p.m. Full particulars will be found on page 8 of this issue. Saleen and moireite underskirts: nice new goods have just opened out at the Melbourne, Ltd. Prices are from 7s 11d to 29s 6d. Other new lines in stock are ladies' fleecy bloomers, yellow label Llama hose and millinery blouses. Land seekers are directed to a property advertised elsewhere by Messrs. Nelson and Patterson, Hamilton. Attention is drawn to the sale of pedigree Jerseys on account of Mr. T. H. Keeler, of Westmere, to be held at the homestead to-morrow. The cattle, although few in number, are a particularly well bred lot, containing some of the most noted Jersey strains of the day. Protect your mouth and throat from the dangerous germs which are always present in the air just now by using Sharland's Formalin Throat Tablets (mint or cinnamon flavor). Sold everywhere. 2s. [676,519,792,2419]
car-item: 1 STUDEBAKER CAR, 5-seater. [174,173,268,193]
ad-headline: NEW PLYMOUTH - OPUNAKE SERVICE. [174,1348,273,1370]
advertiser-address: DEVON ST., NEW PLYMOUTH. [34,1155,131,1178]
ad-body: IF you have Broken Castings, etc., take them to [174,765,273,794]
nazol-note: Don't hesitate to use Nazol very freely, especially by constant inhalation. It protects the mouth, nose and throat against infectious influenza germs. [287,1749,410,1808]
ad-body: Read what grateful patients say: Mr. W. G. Matey, Motuere, says: "I suffered from Rheumatism, Sciatica, and Lumbago for 20 years. After two courses of your wonderful cure I am pleased to say that I am now completely cured." Mrs. Knapp, snr., P.O. Box 1, Tikokino, Waipawa, writes: "I suffered dreadful pains in my limbs and back, but after two weeks of your treatment I received relief. In two months I was completely cured." Mrs. J. William, Pahowhai road, Hastings, writes: "My trouble is gradually going away; in fact, I am quite a new woman." [174,1976,273,2189]
ad-headline: THERE'S [293,40,338,49]
ad-sizes: All sizes. [63,872,101,881]
ad-body: The smile that belongs only to perfectly satisfied customers. CAN WE PUT THE SATISFACTION SMILE ON YOUR FACE? We believe we can. Anyhow call and see us to-day. "Repairs of Promise." [295,138,402,227]
advertiser-address: NEW PLYMOUTH [34,1509,131,1519]
advertiser-address: New Plymouth and Wanganui [308,728,389,748]
table-row: Monday (May 31st) 6078 41 17 5 [925,864,1097,882]
ad-body: MY 2½-ton lorry is now available for carrying of any description. Furniture removals undertaken in town or country. Orders left with Taylor and Roberts, Box 22, Inglewood, will receive prompt attention. Orders may be left with M. O. Butcher, Coachbuilder, New Plymouth. [174,916,273,1055]
editorial-date: TUESDAY, JUNE 8, 1920. [541,945,668,959]
ad-body: Even imperfect eyes can off yield clear vision by making an extra effort—that is by straining. But this continual tension is unnatural and eventually leads to nerve attacks of Headache. All who suffer Headaches, especially after close eyework, such as reading, writing, drawing-office work, etc., should have their vision carefully tested. Headache cannot cure it if the eyes are at fault, but proper Glasses WILL. [11,1317,153,1432]
advertiser-town: NEW PLYMOUTH [304,272,393,282]
mcewen-boots-ad [4,459,160,766]
advertiser-name: F. H. JELLYMAN, [558,272,651,283]
cocker-tailor-ad [4,988,160,1196]
ad-item: and [216,463,231,473]
advertiser-name: R. S. WOODBRIDGE, [180,796,267,819]
ad-line: FIRE, MARINE, ACCIDENT, LIVE STOCK. [550,342,659,360]
waitara-mail-ad [287,1543,410,1672]
bargain-item: BUICK, 5-seater, guaranteed in good running order. Owner going in for 7-seater. [174,1137,273,1176]
